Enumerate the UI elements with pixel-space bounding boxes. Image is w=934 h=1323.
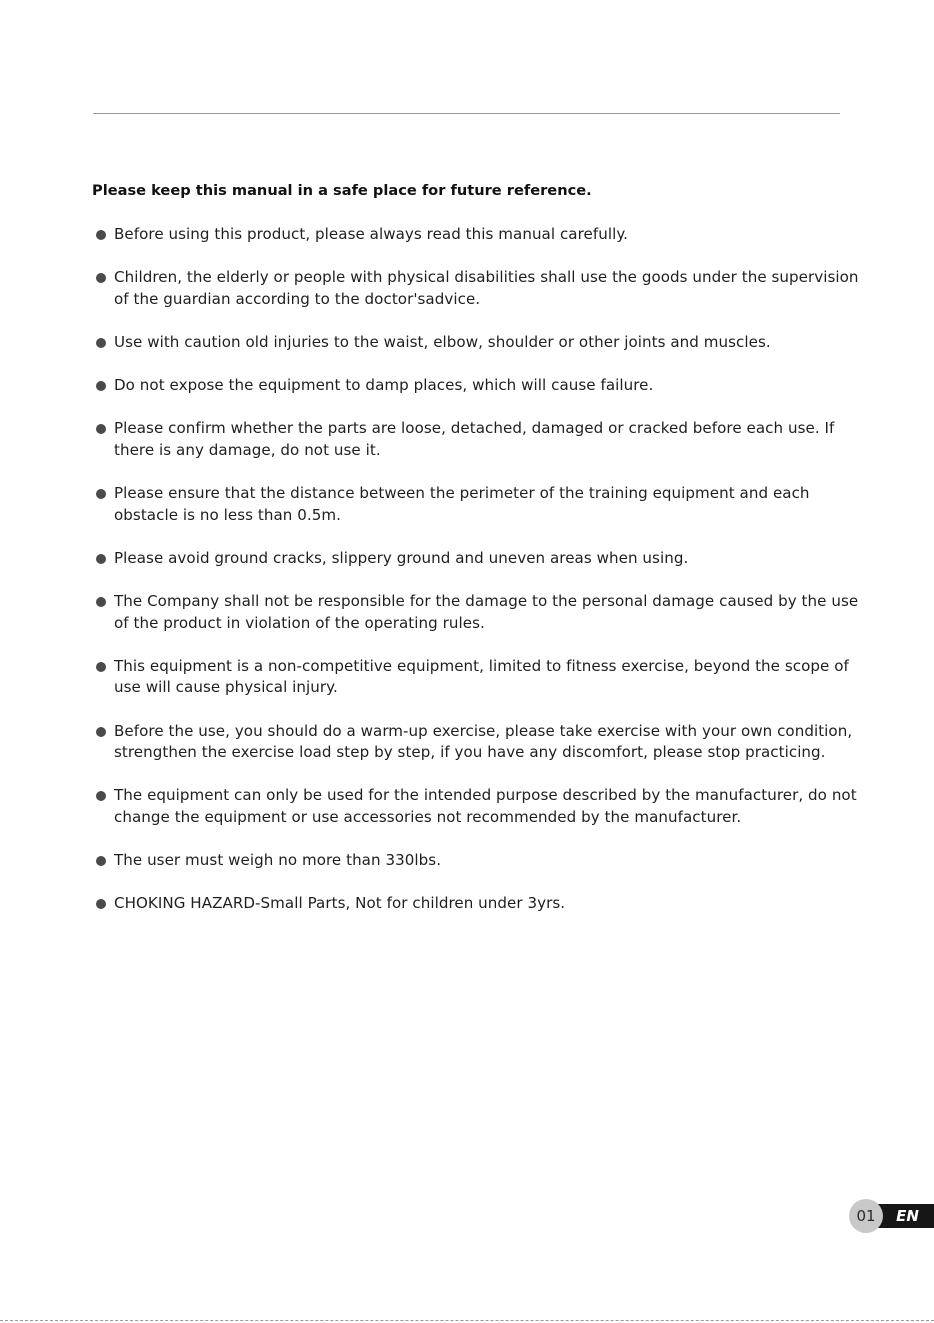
list-item — [92, 418, 862, 461]
list-item — [92, 224, 862, 246]
list-item-text: Children, the elderly or people with physical disabilities shall use the goods under the supervision of the guardian according to the doctor'sadvice. — [114, 268, 859, 308]
bullet-icon — [96, 899, 106, 909]
bullet-icon — [96, 338, 106, 348]
bullet-icon — [96, 489, 106, 499]
language-tab: EN — [877, 1204, 934, 1228]
bullet-icon — [96, 791, 106, 801]
list-item-text: CHOKING HAZARD-Small Parts, Not for children under 3yrs. — [114, 894, 566, 913]
header-divider — [93, 113, 840, 114]
list-item — [92, 548, 862, 570]
list-item-text: This equipment is a non-competitive equipment, limited to fitness exercise, beyond the scope of use will cause physical injury. — [114, 656, 849, 697]
page-heading: Please keep this manual in a safe place for future reference. — [92, 182, 592, 199]
list-item — [92, 656, 862, 699]
bullet-icon — [96, 856, 106, 866]
list-item — [92, 893, 862, 915]
page-edge-divider — [0, 1320, 934, 1321]
list-item-text: Do not expose the equipment to damp places, which will cause failure. — [114, 376, 654, 395]
list-item — [92, 785, 862, 828]
list-item — [92, 591, 862, 634]
bullet-icon — [96, 424, 106, 434]
list-item-text: Before the use, you should do a warm-up exercise, please take exercise with your own condition, strengthen the exercise load step by step, if you have any discomfort, please stop practicing. — [114, 721, 853, 762]
list-item-text: Use with caution old injuries to the waist, elbow, shoulder or other joints and muscles. — [114, 332, 771, 351]
list-item-text: Please confirm whether the parts are loose, detached, damaged or cracked before each use. If there is any damage, do not use it. — [114, 419, 835, 459]
bullet-icon — [96, 597, 106, 607]
list-item — [92, 267, 862, 310]
list-item-text: Before using this product, please always read this manual carefully. — [114, 225, 628, 243]
bullet-icon — [96, 273, 106, 283]
bullet-icon — [96, 230, 106, 240]
safety-instructions-list — [92, 224, 862, 937]
bullet-icon — [96, 554, 106, 564]
list-item — [92, 332, 862, 354]
page-number: 01 — [849, 1199, 883, 1233]
list-item-text: The equipment can only be used for the intended purpose described by the manufacturer, do not change the equipment or use accessories not recommended by the manufacturer. — [114, 786, 857, 827]
list-item — [92, 850, 862, 872]
list-item-text: Please avoid ground cracks, slippery ground and uneven areas when using. — [114, 548, 689, 567]
page-badge — [849, 1199, 934, 1233]
bullet-icon — [96, 662, 106, 672]
bullet-icon — [96, 381, 106, 391]
list-item-text: Please ensure that the distance between the perimeter of the training equipment and each obstacle is no less than 0.5m. — [114, 484, 810, 524]
list-item — [92, 483, 862, 526]
list-item-text: The user must weigh no more than 330lbs. — [114, 851, 442, 870]
list-item — [92, 375, 862, 397]
list-item — [92, 721, 862, 764]
list-item-text: The Company shall not be responsible for the damage to the personal damage caused by the use of the product in violation of the operating rules. — [114, 592, 859, 632]
bullet-icon — [96, 727, 106, 737]
